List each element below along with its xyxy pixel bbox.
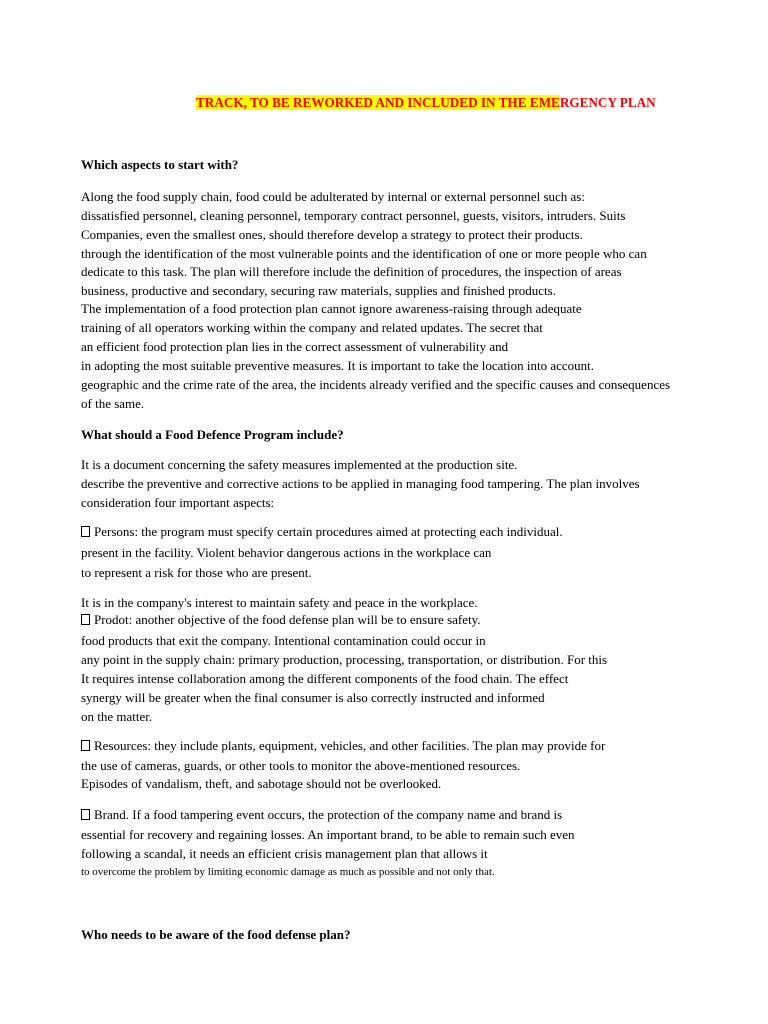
paragraph-line: present in the facility. Violent behavior dangerous actions in the workplace can bbox=[81, 545, 492, 560]
paragraph-line: consideration four important aspects: bbox=[81, 495, 275, 510]
bullet-text: Prodot: another objective of the food defense plan will be to ensure safety. bbox=[94, 612, 481, 627]
paragraph-line: It requires intense collaboration among the different components of the food chain. The effect bbox=[81, 671, 569, 686]
bullet-text: Brand. If a food tampering event occurs, the protection of the company name and brand is bbox=[94, 807, 563, 822]
paragraph-line: Along the food supply chain, food could be adulterated by internal or external personnel such as: bbox=[81, 189, 585, 204]
paragraph-line: essential for recovery and regaining losses. An important brand, to be able to remain such even bbox=[81, 827, 575, 842]
paragraph-line: It is in the company's interest to maintain safety and peace in the workplace. bbox=[81, 595, 478, 610]
paragraph-line: an efficient food protection plan lies in the correct assessment of vulnerability and bbox=[81, 339, 509, 354]
checkbox-bullet-icon bbox=[81, 740, 90, 751]
paragraph-line: food products that exit the company. Intentional contamination could occur in bbox=[81, 633, 486, 648]
title-rest: RGENCY PLAN bbox=[559, 95, 656, 110]
paragraph-line: of the same. bbox=[81, 396, 145, 411]
paragraph-line: It is a document concerning the safety measures implemented at the production site. bbox=[81, 457, 518, 472]
paragraph-line: Companies, even the smallest ones, should therefore develop a strategy to protect their products. bbox=[81, 227, 583, 242]
paragraph-line: following a scandal, it needs an efficient crisis management plan that allows it bbox=[81, 846, 488, 861]
checkbox-bullet-icon bbox=[81, 809, 90, 820]
bullet-text: Persons: the program must specify certain procedures aimed at protecting each individual. bbox=[94, 524, 563, 539]
bullet-product bbox=[81, 613, 481, 626]
paragraph-line: Episodes of vandalism, theft, and sabotage should not be overlooked. bbox=[81, 776, 442, 791]
paragraph-line: any point in the supply chain: primary production, processing, transportation, or distribution. For this bbox=[81, 652, 608, 667]
heading-program-include: What should a Food Defence Program include? bbox=[81, 427, 344, 442]
paragraph-line: the use of cameras, guards, or other tools to monitor the above-mentioned resources. bbox=[81, 758, 521, 773]
heading-who-needs: Who needs to be aware of the food defense plan? bbox=[81, 927, 351, 942]
paragraph-line: to overcome the problem by limiting economic damage as much as possible and not only that. bbox=[81, 866, 495, 878]
paragraph-line: dedicate to this task. The plan will therefore include the definition of procedures, the inspection of areas bbox=[81, 264, 622, 279]
bullet-persons bbox=[81, 525, 563, 538]
document-title bbox=[196, 95, 656, 111]
bullet-resources bbox=[81, 739, 605, 752]
paragraph-line: through the identification of the most vulnerable points and the identification of one or more people who can bbox=[81, 246, 647, 261]
paragraph-line: dissatisfied personnel, cleaning personnel, temporary contract personnel, guests, visitors, intruders. Suits bbox=[81, 208, 626, 223]
paragraph-line: on the matter. bbox=[81, 709, 153, 724]
checkbox-bullet-icon bbox=[81, 614, 90, 625]
paragraph-line: business, productive and secondary, securing raw materials, supplies and finished products. bbox=[81, 283, 556, 298]
bullet-text: Resources: they include plants, equipment, vehicles, and other facilities. The plan may provide for bbox=[94, 738, 606, 753]
paragraph-line: geographic and the crime rate of the area, the incidents already verified and the specific causes and consequences bbox=[81, 377, 671, 392]
bullet-brand bbox=[81, 808, 562, 821]
paragraph-line: describe the preventive and corrective actions to be applied in managing food tampering. The plan involves bbox=[81, 476, 640, 491]
paragraph-line: synergy will be greater when the final consumer is also correctly instructed and informed bbox=[81, 690, 545, 705]
paragraph-line: training of all operators working within the company and related updates. The secret that bbox=[81, 320, 543, 335]
paragraph-line: The implementation of a food protection plan cannot ignore awareness-raising through adequate bbox=[81, 301, 582, 316]
paragraph-line: in adopting the most suitable preventive measures. It is important to take the location into account. bbox=[81, 358, 595, 373]
title-highlighted: TRACK, TO BE REWORKED AND INCLUDED IN THE EME bbox=[196, 95, 560, 110]
paragraph-line: to represent a risk for those who are present. bbox=[81, 565, 312, 580]
checkbox-bullet-icon bbox=[81, 526, 90, 537]
heading-which-aspects: Which aspects to start with? bbox=[81, 157, 239, 172]
